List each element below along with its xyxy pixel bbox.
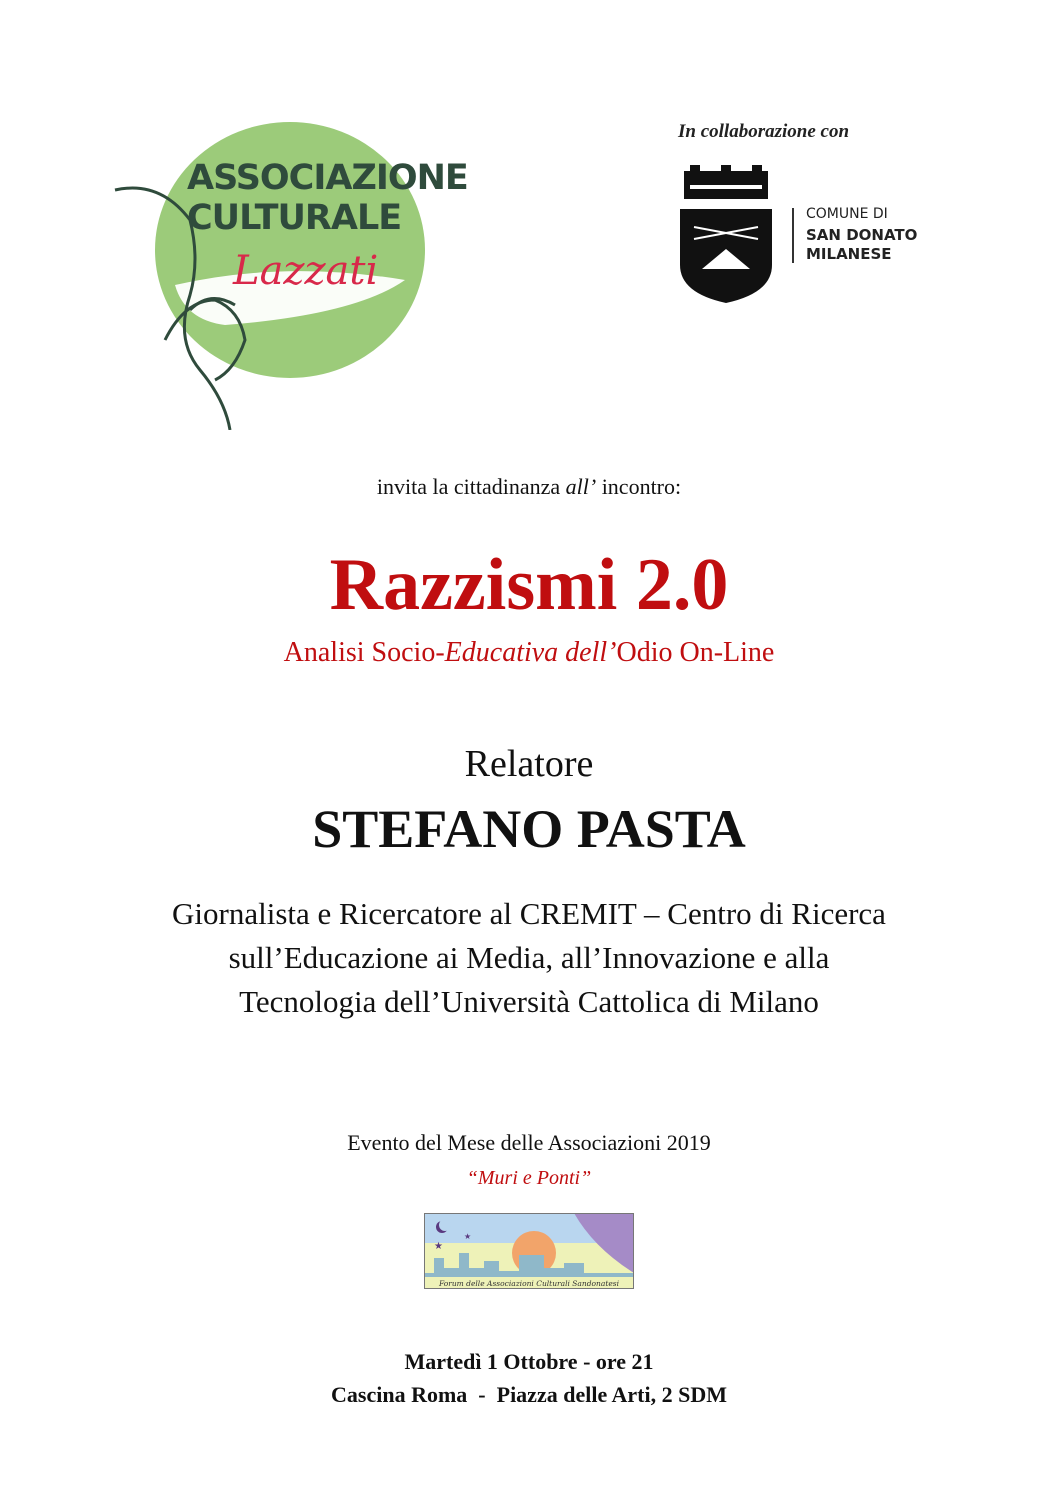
invite-after: incontro: [601,474,682,499]
association-logo [105,110,468,430]
event-title: Razzismi 2.0 [329,544,729,626]
speaker-name: STEFANO PASTA [312,799,746,859]
invite-before: invita la cittadinanza [376,474,561,499]
subtitle-part3: Odio On-Line [616,637,775,668]
forum-logo [424,1213,634,1289]
forum-caption: Forum delle Associazioni Culturali Sandonatesi [438,1279,620,1288]
speaker-label: Relatore [464,743,594,785]
subtitle-part2: Educativa dell’ [444,637,617,668]
bio-line: Giornalista e Ricercatore al CREMIT – Centro di Ricerca [172,896,886,931]
invite-emphasis: all’ [565,474,597,499]
svg-text:★: ★ [434,1241,443,1252]
event-subtitle [0,637,1058,669]
invite-text [0,474,1058,500]
bio-line: sull’Educazione ai Media, all’Innovazione e alla [228,940,830,975]
bio-line: Tecnologia dell’Università Cattolica di Milano [239,984,819,1019]
logo-text-line2: CULTURALE [187,198,402,238]
divider [792,208,794,263]
crest-icon [676,165,776,305]
comune-label: COMUNE DI [806,206,888,222]
event-series: Evento del Mese delle Associazioni 2019 [347,1130,711,1155]
speaker-bio [0,892,1058,1024]
svg-text:★: ★ [464,1232,472,1241]
subtitle-part1: Analisi Socio- [283,637,445,668]
event-date: Martedì 1 Ottobre - ore 21 [404,1349,654,1374]
logo-text-line1: ASSOCIAZIONE [187,158,468,198]
event-series-name: “Muri e Ponti” [466,1167,592,1189]
event-place: Cascina Roma - Piazza delle Arti, 2 SDM [331,1382,727,1407]
logo-text-line3: Lazzati [233,248,379,294]
comune-name-line2: MILANESE [806,245,892,263]
comune-name-line1: SAN DONATO [806,226,918,244]
collaboration-label: In collaborazione con [678,121,850,142]
